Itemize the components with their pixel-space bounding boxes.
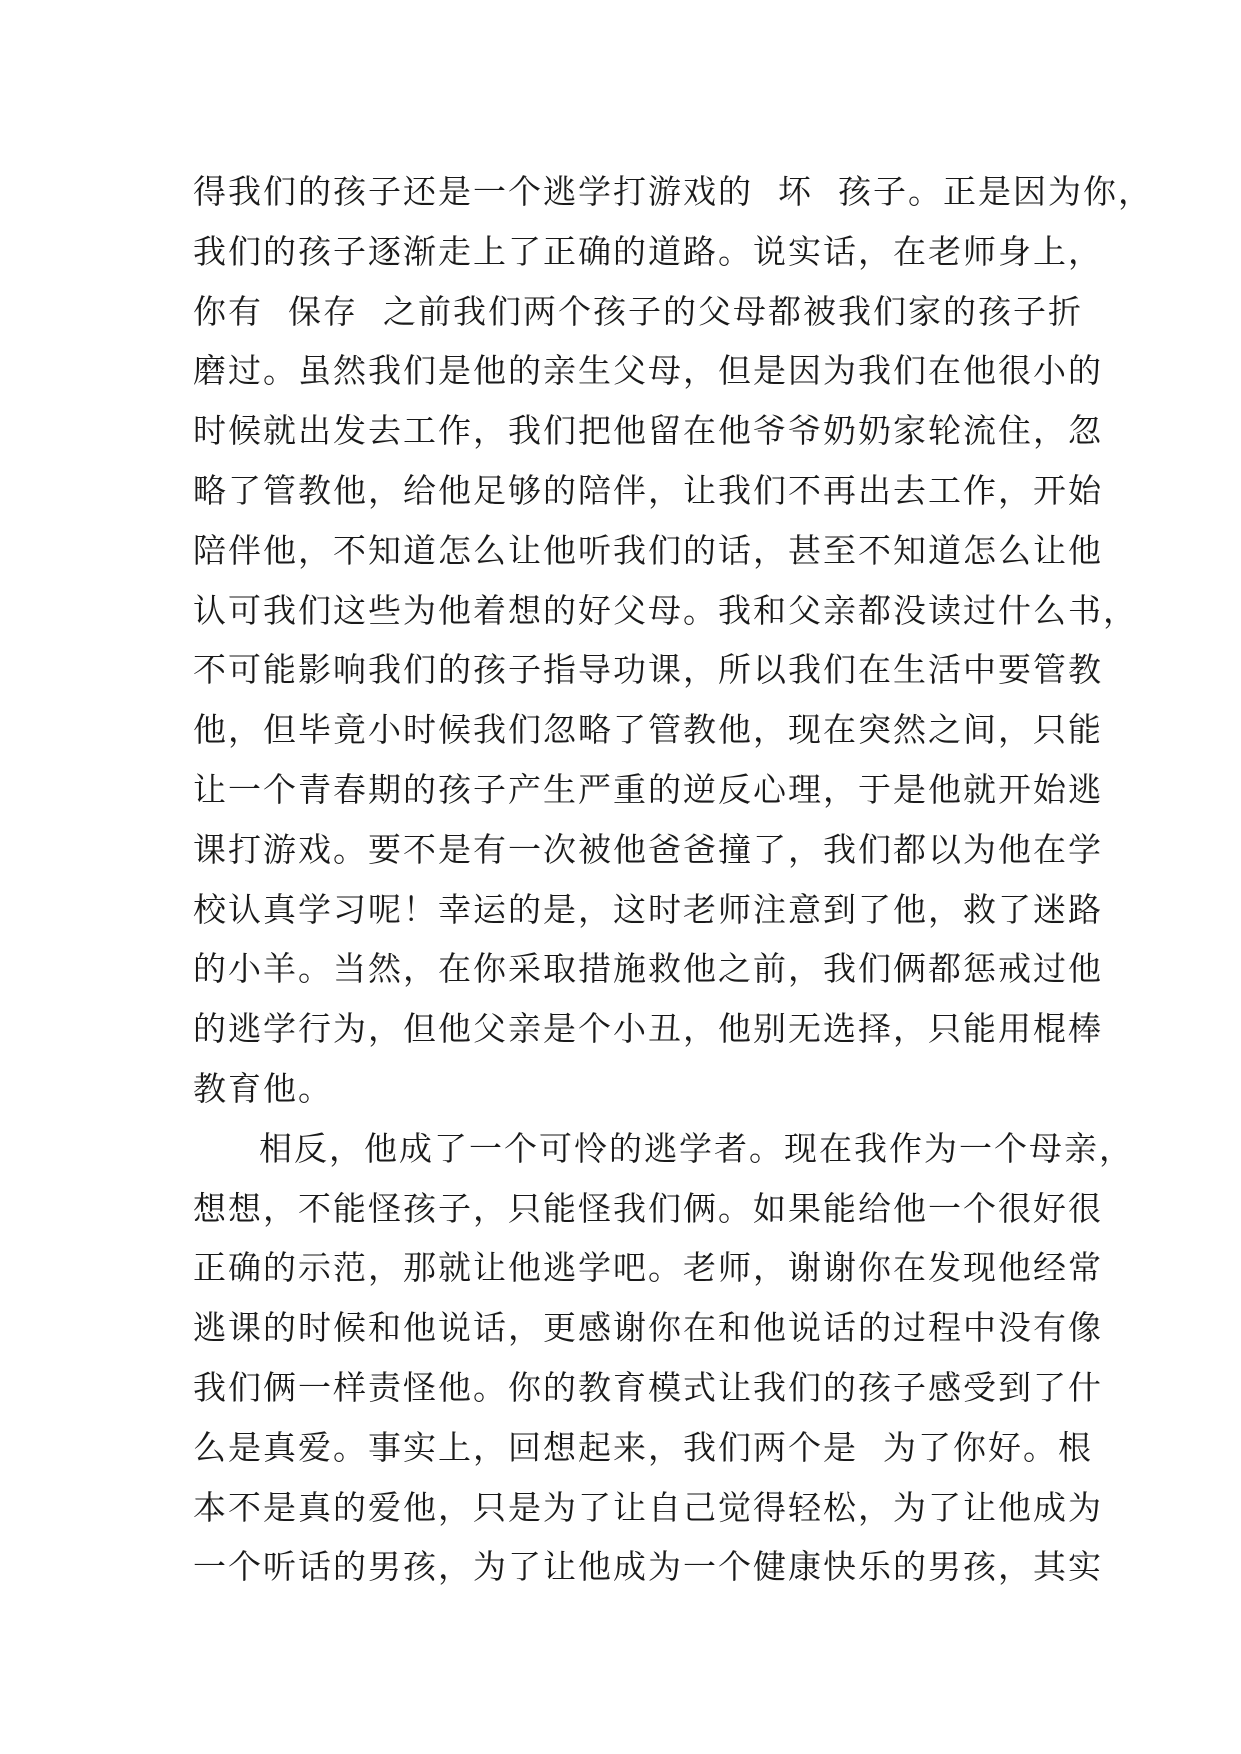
text-line: 磨过。虽然我们是他的亲生父母，但是因为我们在他很小的 [193, 351, 1103, 391]
text-line: 逃课的时候和他说话，更感谢你在和他说话的过程中没有像 [193, 1308, 1103, 1348]
text-line: 教育他。 [193, 1068, 333, 1108]
text-line: 本不是真的爱他，只是为了让自己觉得轻松，为了让他成为 [193, 1487, 1103, 1527]
paragraph-first-line: 相反，他成了一个可怜的逃学者。现在我作为一个母亲， [259, 1128, 1134, 1168]
text-line: 你有 保存 之前我们两个孩子的父母都被我们家的孩子折 [193, 291, 1083, 331]
text-line: 校认真学习呢！幸运的是，这时老师注意到了他，救了迷路 [193, 889, 1103, 929]
text-line: 想想，不能怪孩子，只能怪我们俩。如果能给他一个很好很 [193, 1188, 1103, 1228]
text-line: 陪伴他，不知道怎么让他听我们的话，甚至不知道怎么让他 [193, 530, 1103, 570]
text-line: 的逃学行为，但他父亲是个小丑，他别无选择，只能用棍棒 [193, 1009, 1103, 1049]
text-line: 课打游戏。要不是有一次被他爸爸撞了，我们都以为他在学 [193, 829, 1103, 869]
text-line: 不可能影响我们的孩子指导功课，所以我们在生活中要管教 [193, 650, 1103, 690]
text-line: 他，但毕竟小时候我们忽略了管教他，现在突然之间，只能 [193, 710, 1103, 750]
text-line: 的小羊。当然，在你采取措施救他之前，我们俩都惩戒过他 [193, 949, 1103, 989]
text-line: 让一个青春期的孩子产生严重的逆反心理，于是他就开始逃 [193, 769, 1103, 809]
text-line: 我们的孩子逐渐走上了正确的道路。说实话，在老师身上， [193, 231, 1103, 271]
text-line: 我们俩一样责怪他。你的教育模式让我们的孩子感受到了什 [193, 1367, 1103, 1407]
body-text [193, 162, 1153, 1597]
text-line: 略了管教他，给他足够的陪伴，让我们不再出去工作，开始 [193, 470, 1103, 510]
text-line: 认可我们这些为他着想的好父母。我和父亲都没读过什么书， [193, 590, 1138, 630]
text-line: 得我们的孩子还是一个逃学打游戏的 坏 孩子。正是因为你， [193, 172, 1153, 211]
text-line: 么是真爱。事实上，回想起来，我们两个是 为了你好。根 [193, 1427, 1093, 1467]
text-line: 一个听话的男孩，为了让他成为一个健康快乐的男孩，其实 [193, 1547, 1103, 1587]
text-line: 正确的示范，那就让他逃学吧。老师，谢谢你在发现他经常 [193, 1248, 1103, 1288]
text-line: 时候就出发去工作，我们把他留在他爷爷奶奶家轮流住，忽 [193, 411, 1103, 451]
